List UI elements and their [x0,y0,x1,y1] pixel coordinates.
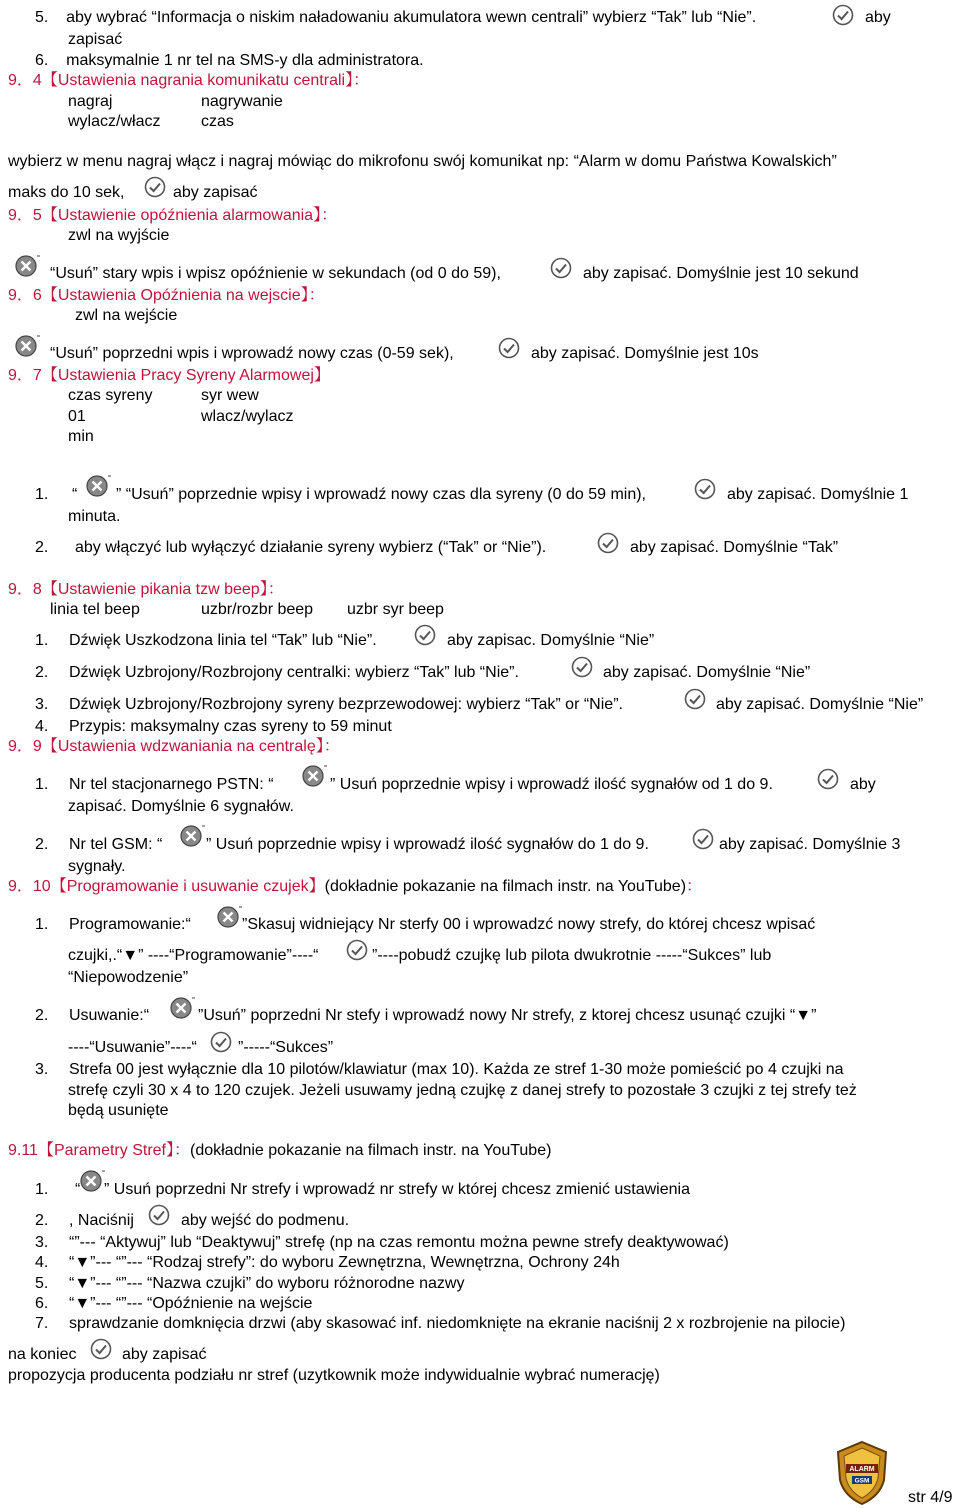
svg-text:ALARM: ALARM [849,1466,875,1473]
ok-icon [832,4,854,26]
item-number: 4. [35,1254,49,1271]
paragraph: propozycja producenta podziału nr stref (uzytkownik może indywidualnie wybrać numerację) [8,1367,660,1384]
delete-icon [215,905,245,931]
item-text: zapisać. Domyślnie 6 sygnałów. [68,798,294,815]
item-text: Nr tel GSM: “ [69,836,163,853]
item-text: Usuwanie:“ [69,1007,150,1024]
item-number: 3. [35,1234,49,1251]
item-number: 7. [35,1315,49,1332]
section-heading: 9．7【Ustawienia Pracy Syreny Alarmowej】 [8,367,330,384]
item-text: strefę czyli 30 x 4 to 120 czujek. Jeżeli usuwamy jedną czujkę z danej strefy to pozostałe 3 czujki z tej strefy też [68,1082,857,1099]
menu-label: uzbr syr beep [347,601,444,618]
section-heading: 9．8【Ustawienie pikania tzw beep】： [8,581,284,598]
item-number: 2. [35,664,49,681]
paragraph: aby zapisać. Domyślnie jest 10 sekund [583,265,859,282]
menu-label: 01 [68,408,86,425]
ok-icon [148,1204,170,1226]
ok-icon [144,176,166,198]
item-text: aby [850,776,876,793]
item-number: 5. [35,1275,49,1292]
item-text: sygnały. [68,858,126,875]
item-text: ” “Usuń” poprzednie wpisy i wprowadź nowy czas dla syreny (0 do 59 min), [116,486,646,503]
item-text: Dźwięk Uzbrojony/Rozbrojony centralki: wybierz “Tak” lub “Nie”. [69,664,519,681]
section-heading: 9．4【Ustawienia nagrania komunikatu centrali】： [8,72,370,89]
menu-label: min [68,428,94,445]
ok-icon [550,257,572,279]
item-text: ----“Usuwanie”----“ [68,1039,197,1056]
item-number: 1. [35,916,49,933]
item-text: ” Usuń poprzedni Nr strefy i wprowadź nr strefy w której chcesz zmienić ustawienia [104,1181,690,1198]
section-heading: 9．10【Programowanie i usuwanie czujek】(dokładnie pokazanie na filmach instr. na YouTube)： [8,878,703,895]
section-heading: 9．9【Ustawienia wdzwaniania na centralę】： [8,738,340,755]
item-text: maksymalnie 1 nr tel na SMS-y dla administratora. [66,52,424,69]
ok-icon [597,532,619,554]
menu-label: nagraj [68,93,113,110]
menu-label: wylacz/włacz [68,113,161,130]
item-text: “▼”--- “”--- “Rodzaj strefy”: do wyboru Zewnętrzna, Wewnętrzna, Ochrony 24h [69,1254,620,1271]
item-text: “▼”--- “”--- “Nazwa czujki” do wyboru różnorodne nazwy [69,1275,465,1292]
menu-label: zwl na wyjście [68,227,170,244]
item-text: aby [865,9,891,26]
item-number: 1. [35,1181,49,1198]
list-item [35,8,756,28]
item-number: 1. [35,776,49,793]
menu-label: nagrywanie [201,93,283,110]
item-text: Dźwięk Uszkodzona linia tel “Tak” lub “Nie”. [69,632,377,649]
item-text: aby wejść do podmenu. [181,1212,350,1229]
item-number: 6. [35,1295,49,1312]
ok-icon [817,768,839,790]
item-text: będą usunięte [68,1102,169,1119]
ok-icon [346,939,368,961]
menu-label: zwl na wejście [75,307,178,324]
delete-icon [168,996,198,1022]
item-number: 3. [35,1061,49,1078]
item-text: minuta. [68,508,121,525]
item-text: “▼”--- “”--- “Opóźnienie na wejście [69,1295,313,1312]
paragraph: “Usuń” stary wpis i wpisz opóźnienie w sekundach (od 0 do 59), [50,265,501,282]
item-text: Przypis: maksymalny czas syreny to 59 minut [69,718,392,735]
item-text: ” Usuń poprzednie wpisy i wprowadź ilość sygnałów od 1 do 9. [330,776,773,793]
item-text: czujki,.“▼” ----“Programowanie”----“ [68,947,319,964]
item-text: “ [72,486,78,503]
menu-label: wlacz/wylacz [201,408,294,425]
ok-icon [90,1338,112,1360]
item-number: 1. [35,632,49,649]
item-text: aby zapisać. Domyślnie 1 [727,486,909,503]
item-text: aby zapisać. Domyślnie “Nie” [603,664,811,681]
ok-icon [498,337,520,359]
item-text: “”--- “Aktywuj” lub “Deaktywuj” strefę (np na czas remontu można pewne strefy deaktywować) [69,1234,729,1251]
menu-label: czas syreny [68,387,153,404]
paragraph: na koniec [8,1346,77,1363]
item-text: Programowanie:“ [69,916,191,933]
item-number: 6. [35,52,49,69]
item-text: , Naciśnij [69,1212,134,1229]
item-text: zapisać [68,31,123,48]
item-number: 5. [35,9,49,26]
delete-icon [84,474,114,500]
item-text: aby wybrać “Informacja o niskim naładowaniu akumulatora wewn centrali” wybierz “Tak” lub “Nie”. [66,9,757,26]
item-text: Strefa 00 jest wyłącznie dla 10 pilotów/klawiatur (max 10). Każda ze stref 1-30 może pomieścić po 4 czujki na [69,1061,844,1078]
item-text: Dźwięk Uzbrojony/Rozbrojony syreny bezprzewodowej: wybierz “Tak” or “Nie”. [69,696,623,713]
delete-icon [13,334,43,360]
item-number: 3. [35,696,49,713]
item-text: ”-----“Sukces” [238,1039,334,1056]
menu-label: czas [201,113,234,130]
item-text: ” Usuń poprzednie wpisy i wprowadź ilość sygnałów do 1 do 9. [206,836,649,853]
ok-icon [684,688,706,710]
menu-label: syr wew [201,387,259,404]
ok-icon [571,656,593,678]
paragraph: aby zapisać. Domyślnie jest 10s [531,345,759,362]
item-number: 2. [35,539,49,556]
item-text: ”Usuń” poprzedni Nr stefy i wprowadź nowy Nr strefy, z ktorej chcesz usunąć czujki “▼” [198,1007,817,1024]
item-text: aby zapisać. Domyślnie 3 [719,836,901,853]
menu-label: uzbr/rozbr beep [201,601,314,618]
item-text: aby włączyć lub wyłączyć działanie syreny wybierz (“Tak” or “Nie”). [75,539,547,556]
item-number: 1. [35,486,49,503]
item-text: “ [75,1181,81,1198]
item-text: Nr tel stacjonarnego PSTN: “ [69,776,274,793]
delete-icon [13,254,43,280]
paragraph: “Usuń” poprzedni wpis i wprowadź nowy czas (0-59 sek), [50,345,454,362]
section-heading: 9．6【Ustawienia Opóźnienia na wejscie】： [8,287,325,304]
item-number: 2. [35,836,49,853]
item-text: “Niepowodzenie” [68,969,189,986]
menu-label: linia tel beep [50,601,140,618]
paragraph: maks do 10 sek, [8,184,125,201]
section-heading: 9.11【Parametry Stref】：(dokładnie pokazanie na filmach instr. na YouTube) [8,1142,552,1159]
delete-icon [300,764,330,790]
ok-icon [210,1031,232,1053]
item-number: 4. [35,718,49,735]
delete-icon [178,824,208,850]
paragraph: wybierz w menu nagraj włącz i nagraj mówiąc do mikrofonu swój komunikat np: “Alarm w domu Państwa Kowalskich” [8,153,837,170]
item-text: sprawdzanie domknięcia drzwi (aby skasować inf. niedomknięte na ekranie naciśnij 2 x rozbrojenie na pilocie) [69,1315,846,1332]
item-text: ”----pobudź czujkę lub pilota dwukrotnie -----“Sukces” lub [372,947,772,964]
item-text: ”Skasuj widniejący Nr sterfy 00 i wprowadzć nowy strefy, do której chcesz wpisać [242,916,816,933]
ok-icon [692,828,714,850]
item-text: aby zapisać. Domyślnie “Nie” [716,696,924,713]
list-item [35,51,424,71]
item-number: 2. [35,1007,49,1024]
page-number: str 4/9 [908,1489,953,1506]
item-number: 2. [35,1212,49,1229]
ok-icon [414,624,436,646]
section-heading: 9．5【Ustawienie opóźnienia alarmowania】： [8,207,338,224]
paragraph: aby zapisać [122,1346,207,1363]
alarm-gsm-logo [834,1440,890,1506]
svg-text:GSM: GSM [854,1477,870,1485]
item-text: aby zapisac. Domyślnie “Nie” [447,632,655,649]
ok-icon [694,478,716,500]
item-text: aby zapisać. Domyślnie “Tak” [630,539,839,556]
paragraph: aby zapisać [173,184,258,201]
